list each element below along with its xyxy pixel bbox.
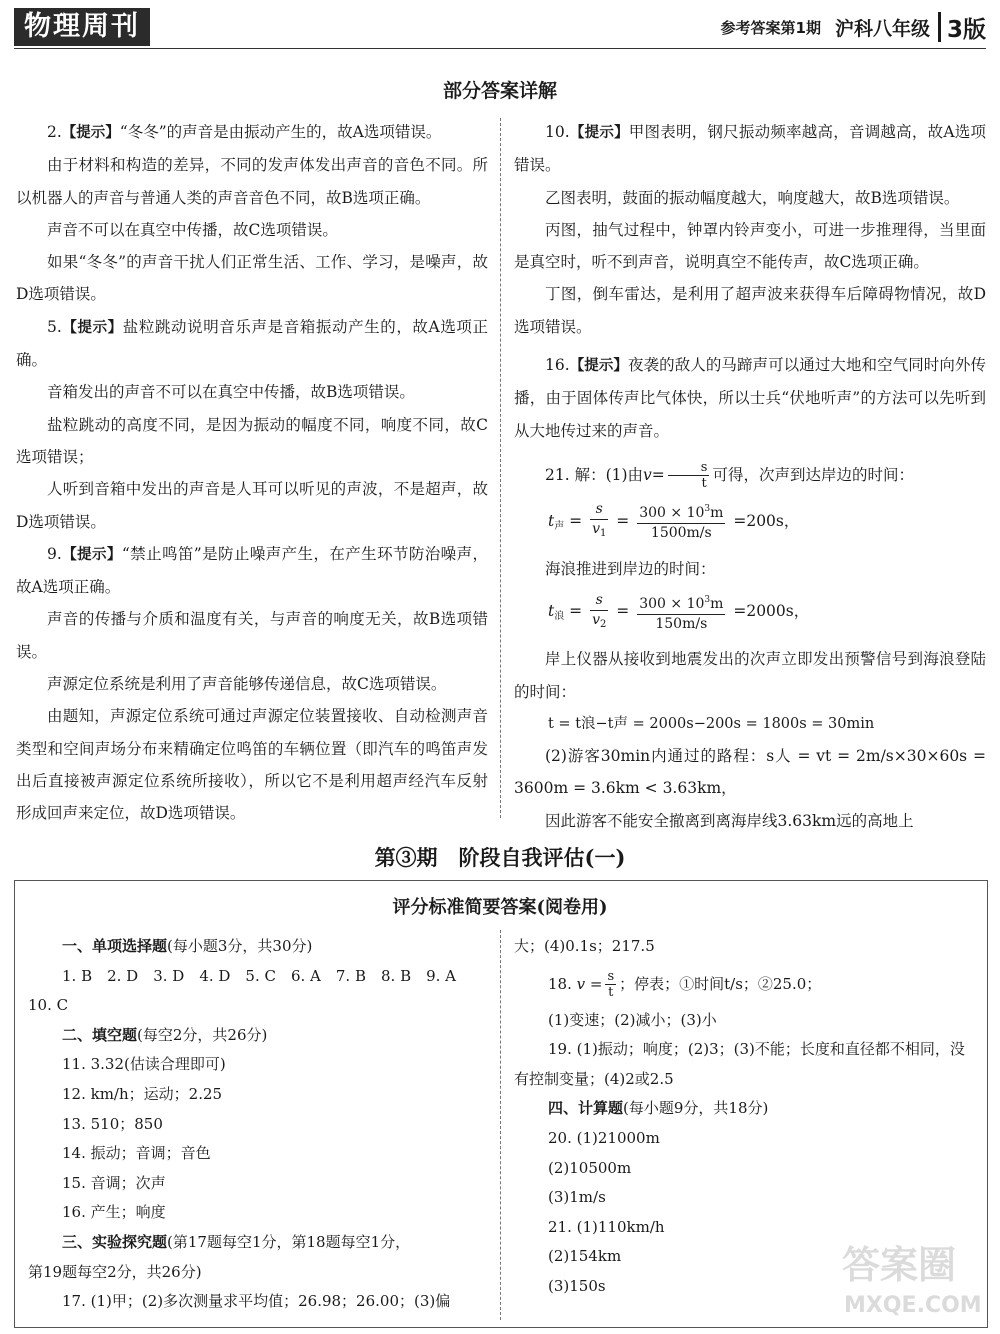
- answer-paragraph: 乙图表明，鼓面的振动幅度越大，响度越大，故B选项错误。: [545, 188, 960, 207]
- answer-item: 14. 振动；音调；音色: [62, 1144, 211, 1163]
- answer-item: 18. v = $\frac{s}{t}$ ；停表；①时间t/s；②25.0；: [548, 969, 822, 1001]
- answer-paragraph: 丁图，倒车雷达，是利用了超声波来获得车后障碍物情况，故D选项错误。: [514, 285, 986, 336]
- answer-paragraph: 声音的传播与介质和温度有关，与声音的响度无关，故B选项错误。: [16, 610, 488, 661]
- answer-item: 20. (1)21000m: [548, 1128, 660, 1147]
- answer-paragraph: 由于材料和构造的差异，不同的发声体发出声音的音色不同。所以机器人的声音与普通人类的声音音色不同，故B选项正确。: [16, 156, 488, 207]
- equation-time-diff: t = t浪−t声 = 2000s−200s = 1800s = 30min: [548, 715, 875, 732]
- answer-item: (3)1m/s: [548, 1188, 606, 1207]
- answer-item: (2)154km: [548, 1247, 622, 1266]
- answer-paragraph: 9.【提示】“禁止鸣笛”是防止噪声产生，在产生环节防治噪声，故A选项正确。: [16, 544, 488, 597]
- mc-answers: 10. C: [28, 996, 69, 1015]
- box-column-divider: [500, 930, 501, 1320]
- answer-item: 21. (1)110km/h: [548, 1217, 665, 1236]
- q21-intro: 21. 解：(1)由v= $\frac{s}{t}$ 可得，次声到达岸边的时间：: [545, 460, 914, 492]
- svg-text:MXQE.COM: MXQE.COM: [844, 1293, 982, 1318]
- equation-wave-time: $t_浪$ = $\frac{s}{v_2}$ = $\frac{300 \times 10^3m}{150m/s}$ =2000s，: [548, 591, 810, 632]
- answer-paragraph: 音箱发出的声音不可以在真空中传播，故B选项错误。: [47, 383, 415, 402]
- section-title-answers: 部分答案详解: [442, 80, 557, 102]
- section-title-assessment: 第③期 阶段自我评估(一): [374, 845, 626, 870]
- section-heading: 一、单项选择题(每小题3分，共30分): [62, 937, 313, 955]
- masthead-logo: 物理周刊: [14, 8, 150, 46]
- answer-paragraph: 16.【提示】夜袭的敌人的马蹄声可以通过大地和空气同时向外传播，由于固体传声比气体快，所以士兵“伏地听声”的方法可以先听到从大地传过来的声音。: [514, 356, 986, 440]
- answer-box-title: 评分标准简要答案(阅卷用): [392, 897, 608, 918]
- section-heading: 二、填空题(每空2分，共26分): [62, 1025, 268, 1044]
- answer-item: 11. 3.32(估读合理即可): [62, 1055, 226, 1074]
- answer-item: 16. 产生；响度: [62, 1203, 166, 1222]
- answer-item: 12. km/h；运动；2.25: [62, 1084, 223, 1103]
- answer-paragraph: 10.【提示】甲图表明，钢尺振动频率越高，音调越高，故A选项错误。: [514, 123, 986, 175]
- answer-paragraph: 盐粒跳动的高度不同，是因为振动的幅度不同，响度不同，故C选项错误；: [16, 415, 488, 466]
- answer-paragraph: 声源定位系统是利用了声音能够传递信息，故C选项错误。: [47, 675, 447, 694]
- answer-paragraph: (2)游客30min内通过的路程：s人 = vt = 2m/s×30×60s = 3600m = 3.6km < 3.63km，: [514, 747, 986, 798]
- issue-label: 参考答案第1期: [720, 18, 821, 37]
- mc-answers: 1. B 2. D 3. D 4. D 5. C 6. A 7. B 8. B 9. A: [62, 966, 457, 985]
- answer-item: 13. 510；850: [62, 1114, 163, 1133]
- column-divider: [500, 118, 501, 818]
- section-heading: 四、计算题(每小题9分，共18分): [548, 1099, 769, 1118]
- site-watermark: [836, 1232, 986, 1322]
- answer-item: 15. 音调；次声: [62, 1173, 166, 1192]
- answer-paragraph: 5.【提示】盐粒跳动说明音乐声是音箱振动产生的，故A选项正确。: [16, 317, 488, 370]
- answer-paragraph: 岸上仪器从接收到地震发出的次声立即发出预警信号到海浪登陆的时间：: [514, 650, 986, 701]
- edition-label: 3版: [946, 16, 986, 43]
- answer-item: 大；(4)0.1s；217.5: [514, 937, 655, 955]
- header-info: [721, 8, 986, 46]
- answer-item: 19. (1)振动；响度；(2)3；(3)不能；长度和直径都不相同，没有控制变量；(4)2或2.5: [514, 1040, 965, 1088]
- answer-paragraph: 因此游客不能安全撤离到离海岸线3.63km远的高地上: [545, 811, 914, 830]
- section-heading: 三、实验探究题(第17题每空1分，第18题每空1分，: [62, 1232, 411, 1251]
- key-left-column: [28, 932, 490, 1317]
- answer-item: (1)变速；(2)减小；(3)小: [548, 1010, 717, 1029]
- answer-item: (3)150s: [548, 1276, 606, 1295]
- answer-paragraph: 海浪推进到岸边的时间：: [545, 559, 716, 578]
- answer-item: (2)10500m: [548, 1158, 632, 1177]
- answer-paragraph: 2.【提示】“冬冬”的声音是由振动产生的，故A选项错误。: [47, 123, 442, 141]
- answer-paragraph: 丙图，抽气过程中，钟罩内铃声变小，可进一步推理得，当里面是真空时，听不到声音，说明真空不能传声，故C选项正确。: [514, 220, 986, 272]
- section-heading-note: 第19题每空2分，共26分): [28, 1262, 202, 1281]
- grade-label: 沪科八年级: [834, 17, 930, 40]
- answers-left-column: [16, 116, 488, 830]
- answer-paragraph: 人听到音箱中发出的声音是人耳可以听见的声波，不是超声，故D选项错误。: [16, 480, 488, 531]
- answer-paragraph: 由题知，声源定位系统可通过声源定位装置接收、自动检测声音类型和空间声场分布来精确定位鸣笛的车辆位置（即汽车的鸣笛声发出后直接被声源定位系统所接收），所以它不是利用超声经汽车反射形成回声来定位，故D选项错误。: [16, 707, 488, 823]
- header-rule: [14, 48, 986, 49]
- answer-paragraph: 声音不可以在真空中传播，故C选项错误。: [47, 220, 338, 239]
- answers-right-column: [514, 116, 986, 837]
- equation-sound-time: $t_声$ = $\frac{s}{v_1}$ = $\frac{300 \times 10^3m}{1500m/s}$ =200s，: [548, 501, 800, 542]
- svg-text:答案圈: 答案圈: [842, 1243, 957, 1287]
- answer-paragraph: 如果“冬冬”的声音干扰人们正常生活、工作、学习，是噪声，故D选项错误。: [16, 253, 488, 304]
- answer-item: 17. (1)甲；(2)多次测量求平均值；26.98；26.00；(3)偏: [62, 1292, 451, 1311]
- header-divider: [938, 12, 941, 42]
